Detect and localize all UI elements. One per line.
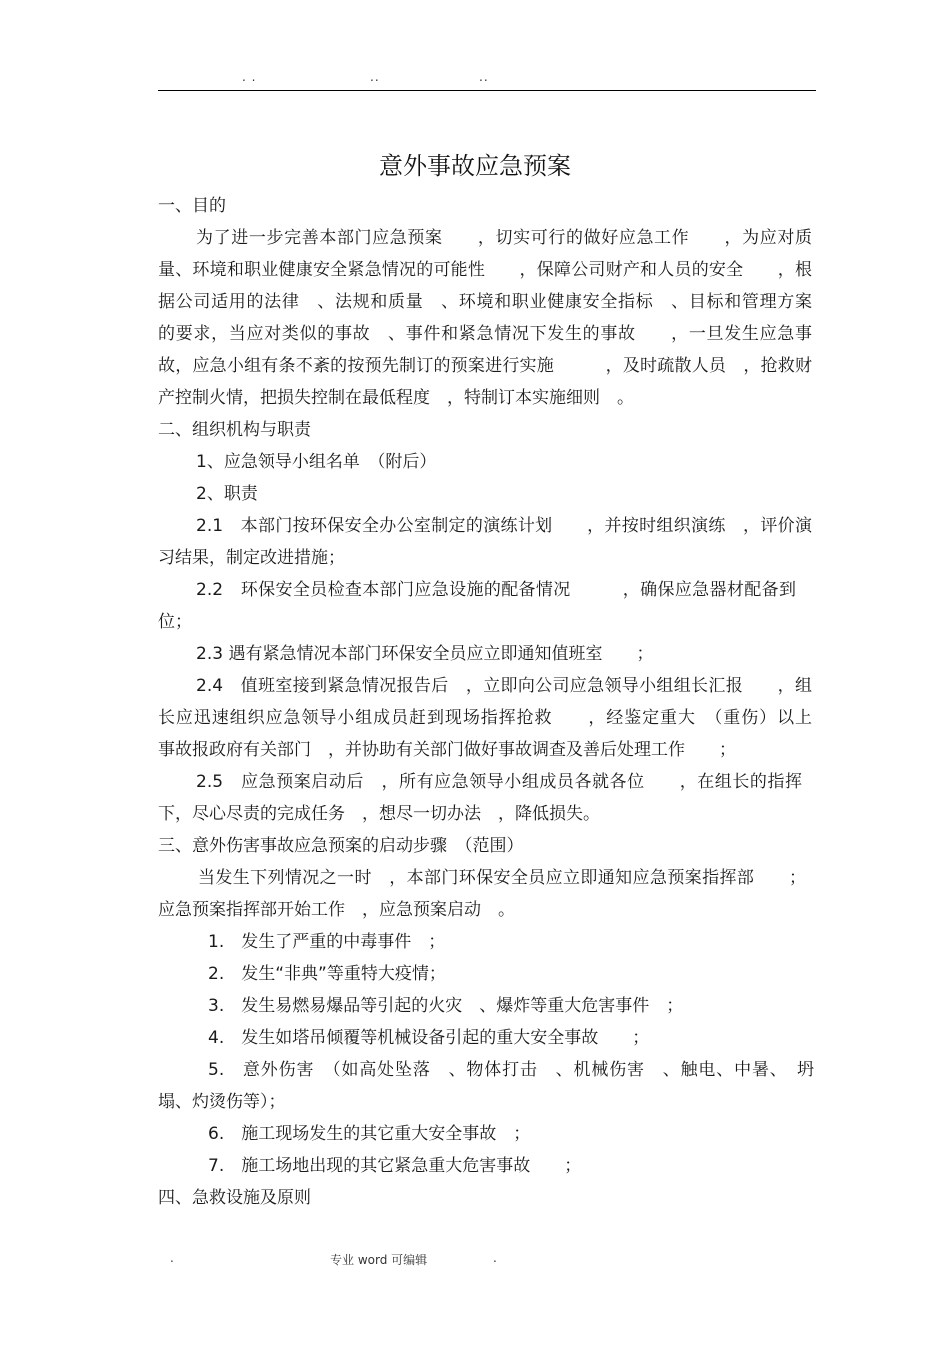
footer-text: 专业 word 可编辑 — [330, 1253, 428, 1267]
section-1-paragraph-line: 据公司适用的法律 、法规和质量 、环境和职业健康安全指标 、目标和管理方案 — [158, 292, 812, 312]
section-1-paragraph-line: 量、环境和职业健康安全紧急情况的可能性 ，保障公司财产和人员的安全 ，根 — [158, 260, 812, 280]
trigger-list-item: 1. 发生了严重的中毒事件 ； — [208, 932, 446, 952]
duty-2-4-line: 长应迅速组织应急领导小组成员赶到现场指挥抢救 ，经鉴定重大 （重伤）以上 — [158, 708, 812, 728]
section-4-heading: 四、急救设施及原则 — [158, 1188, 311, 1208]
section-2-heading: 二、组织机构与职责 — [158, 420, 311, 440]
section-1-paragraph-line: 产控制火情，把损失控制在最低程度 ，特制订本实施细则 。 — [158, 388, 634, 408]
header-dots-1: . . — [242, 70, 257, 84]
duty-2-4-line: 2.4 值班室接到紧急情况报告后 ，立即向公司应急领导小组组长汇报 ，组 — [196, 676, 812, 696]
footer-dot-left: . — [170, 1251, 174, 1265]
duties-item: 2、职责 — [196, 484, 258, 504]
section-3-intro-line: 当发生下列情况之一时 ，本部门环保安全员应立即通知应急预案指挥部 ； — [198, 868, 806, 888]
header-dots-3: .. — [479, 70, 489, 84]
footer-dot-right: . — [493, 1251, 497, 1265]
trigger-list-item: 4. 发生如塔吊倾覆等机械设备引起的重大安全事故 ； — [208, 1028, 650, 1048]
duty-2-1-line: 习结果，制定改进措施； — [158, 548, 345, 568]
section-1-paragraph-line: 的要求，当应对类似的事故 、事件和紧急情况下发生的事故 ，一旦发生应急事 — [158, 324, 812, 344]
section-1-paragraph-line: 故，应急小组有条不紊的按预先制订的预案进行实施 ，及时疏散人员 ，抢救财 — [158, 356, 812, 376]
duty-2-5-line: 2.5 应急预案启动后 ，所有应急领导小组成员各就各位 ，在组长的指挥 — [196, 772, 802, 792]
section-3-intro-line: 应急预案指挥部开始工作 ，应急预案启动 。 — [158, 900, 515, 920]
trigger-list-item: 2. 发生“非典”等重特大疫情； — [208, 964, 446, 984]
duty-2-5-line: 下，尽心尽责的完成任务 ，想尽一切办法 ，降低损失。 — [158, 804, 600, 824]
duty-2-3: 2.3 遇有紧急情况本部门环保安全员应立即通知值班室 ； — [196, 644, 654, 664]
section-1-heading: 一、目的 — [158, 196, 226, 216]
document-title: 意外事故应急预案 — [379, 152, 571, 180]
trigger-list-item: 3. 发生易燃易爆品等引起的火灾 、爆炸等重大危害事件 ； — [208, 996, 684, 1016]
header-rule — [158, 90, 816, 91]
duty-2-2-line: 位； — [158, 612, 192, 632]
section-3-heading: 三、意外伤害事故应急预案的启动步骤 （范围） — [158, 836, 524, 856]
duty-2-1-line: 2.1 本部门按环保安全办公室制定的演练计划 ，并按时组织演练 ，评价演 — [196, 516, 812, 536]
header-dots-2: .. — [370, 70, 380, 84]
trigger-list-item: 6. 施工现场发生的其它重大安全事故 ； — [208, 1124, 531, 1144]
trigger-list-item-continued: 塌、灼烫伤等）； — [158, 1092, 286, 1112]
trigger-list-item: 5. 意外伤害 （如高处坠落 、物体打击 、机械伤害 、触电、中暑、 坍 — [208, 1060, 814, 1080]
trigger-list-item: 7. 施工场地出现的其它紧急重大危害事故 ； — [208, 1156, 582, 1176]
duty-2-2-line: 2.2 环保安全员检查本部门应急设施的配备情况 ，确保应急器材配备到 — [196, 580, 796, 600]
duty-2-4-line: 事故报政府有关部门 ，并协助有关部门做好事故调查及善后处理工作 ； — [158, 740, 736, 760]
section-1-paragraph-line: 为了进一步完善本部门应急预案 ，切实可行的做好应急工作 ，为应对质 — [196, 228, 812, 248]
leadership-list-item: 1、应急领导小组名单 （附后） — [196, 452, 437, 472]
